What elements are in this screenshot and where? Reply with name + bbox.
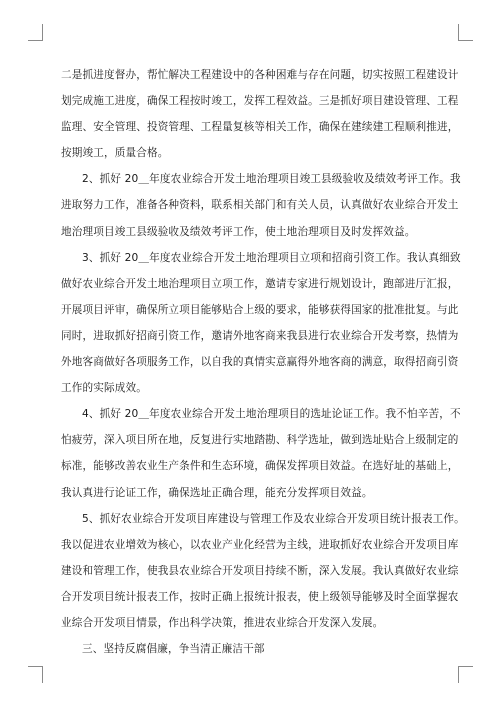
text-line: 二是抓进度督办，帮忙解决工程建设中的各种困难与存在问题，切实按照工程建设计 <box>61 69 459 81</box>
text-line: 开展项目评审，确保所立项目能够贴合上级的要求，能够获得国家的批准批复。与此 <box>61 303 459 316</box>
text-line: 同时，进取抓好招商引资工作，邀请外地客商来我县进行农业综合开发考察，热情为 <box>61 329 459 342</box>
text-line: 做好农业综合开发土地治理项目立项工作，邀请专家进行规划设计，跑部进厅汇报， <box>61 277 459 290</box>
text-line: 5、抓好农业综合开发项目库建设与管理工作及农业综合开发项目统计报表工作。 <box>82 512 465 525</box>
crop-mark-bottom-right <box>458 666 473 683</box>
text-line: 我以促进农业增效为核心，以农业产业化经营为主线，进取抓好农业综合开发项目库 <box>61 538 459 551</box>
text-line: 外地客商做好各项服务工作，以自我的真情实意赢得外地客商的满意，取得招商引资 <box>61 356 459 369</box>
text-line: 合开发项目统计报表工作，按时正确上报统计报表，使上级领导能够及时全面掌握农 <box>61 590 459 603</box>
text-line: 2、抓好 20＿年度农业综合开发土地治理项目竣工县级验收及绩效考评工作。我 <box>82 173 461 186</box>
text-line: 我认真进行论证工作，确保选址正确合理，能充分发挥项目效益。 <box>61 486 373 499</box>
text-line: 3、抓好 20＿年度农业综合开发土地治理项目立项和招商引资工作。我认真细致 <box>82 251 461 264</box>
text-line: 监理、安全管理、投资管理、工程量复核等相关工作，确保在建续建工程顺利推进， <box>61 121 459 134</box>
text-line: 三、坚持反腐倡廉，争当清正廉洁干部 <box>82 643 265 656</box>
crop-mark-bottom-left <box>28 666 43 683</box>
text-line: 划完成施工进度，确保工程按时竣工，发挥工程效益。三是抓好项目建设管理、工程 <box>61 95 459 108</box>
document-body <box>61 62 465 662</box>
text-line: 4、抓好 20＿年度农业综合开发土地治理项目的选址论证工作。我不怕辛苦，不 <box>82 408 461 421</box>
text-line: 工作的实际成效。 <box>61 382 147 395</box>
text-line: 怕疲劳，深入项目所在地，反复进行实地踏勘、科学选址，做到选址贴合上级制定的 <box>61 434 459 447</box>
text-line: 建设和管理工作，使我县农业综合开发项目持续不断，深入发展。我认真做好农业综 <box>61 564 459 577</box>
text-line: 业综合开发项目情景，作出科学决策，推进农业综合开发深入发展。 <box>61 616 384 629</box>
text-line: 地治理项目竣工县级验收及绩效考评工作，使土地治理项目及时发挥效益。 <box>61 225 416 238</box>
crop-mark-top-right <box>458 24 473 41</box>
crop-mark-top-left <box>28 24 43 41</box>
text-line: 进取努力工作，准备各种资料，联系相关部门和有关人员，认真做好农业综合开发土 <box>61 199 459 212</box>
text-line: 标准，能够改善农业生产条件和生态环境，确保发挥项目效益。在选好址的基础上， <box>61 460 459 473</box>
text-line: 按期竣工，质量合格。 <box>61 147 169 160</box>
